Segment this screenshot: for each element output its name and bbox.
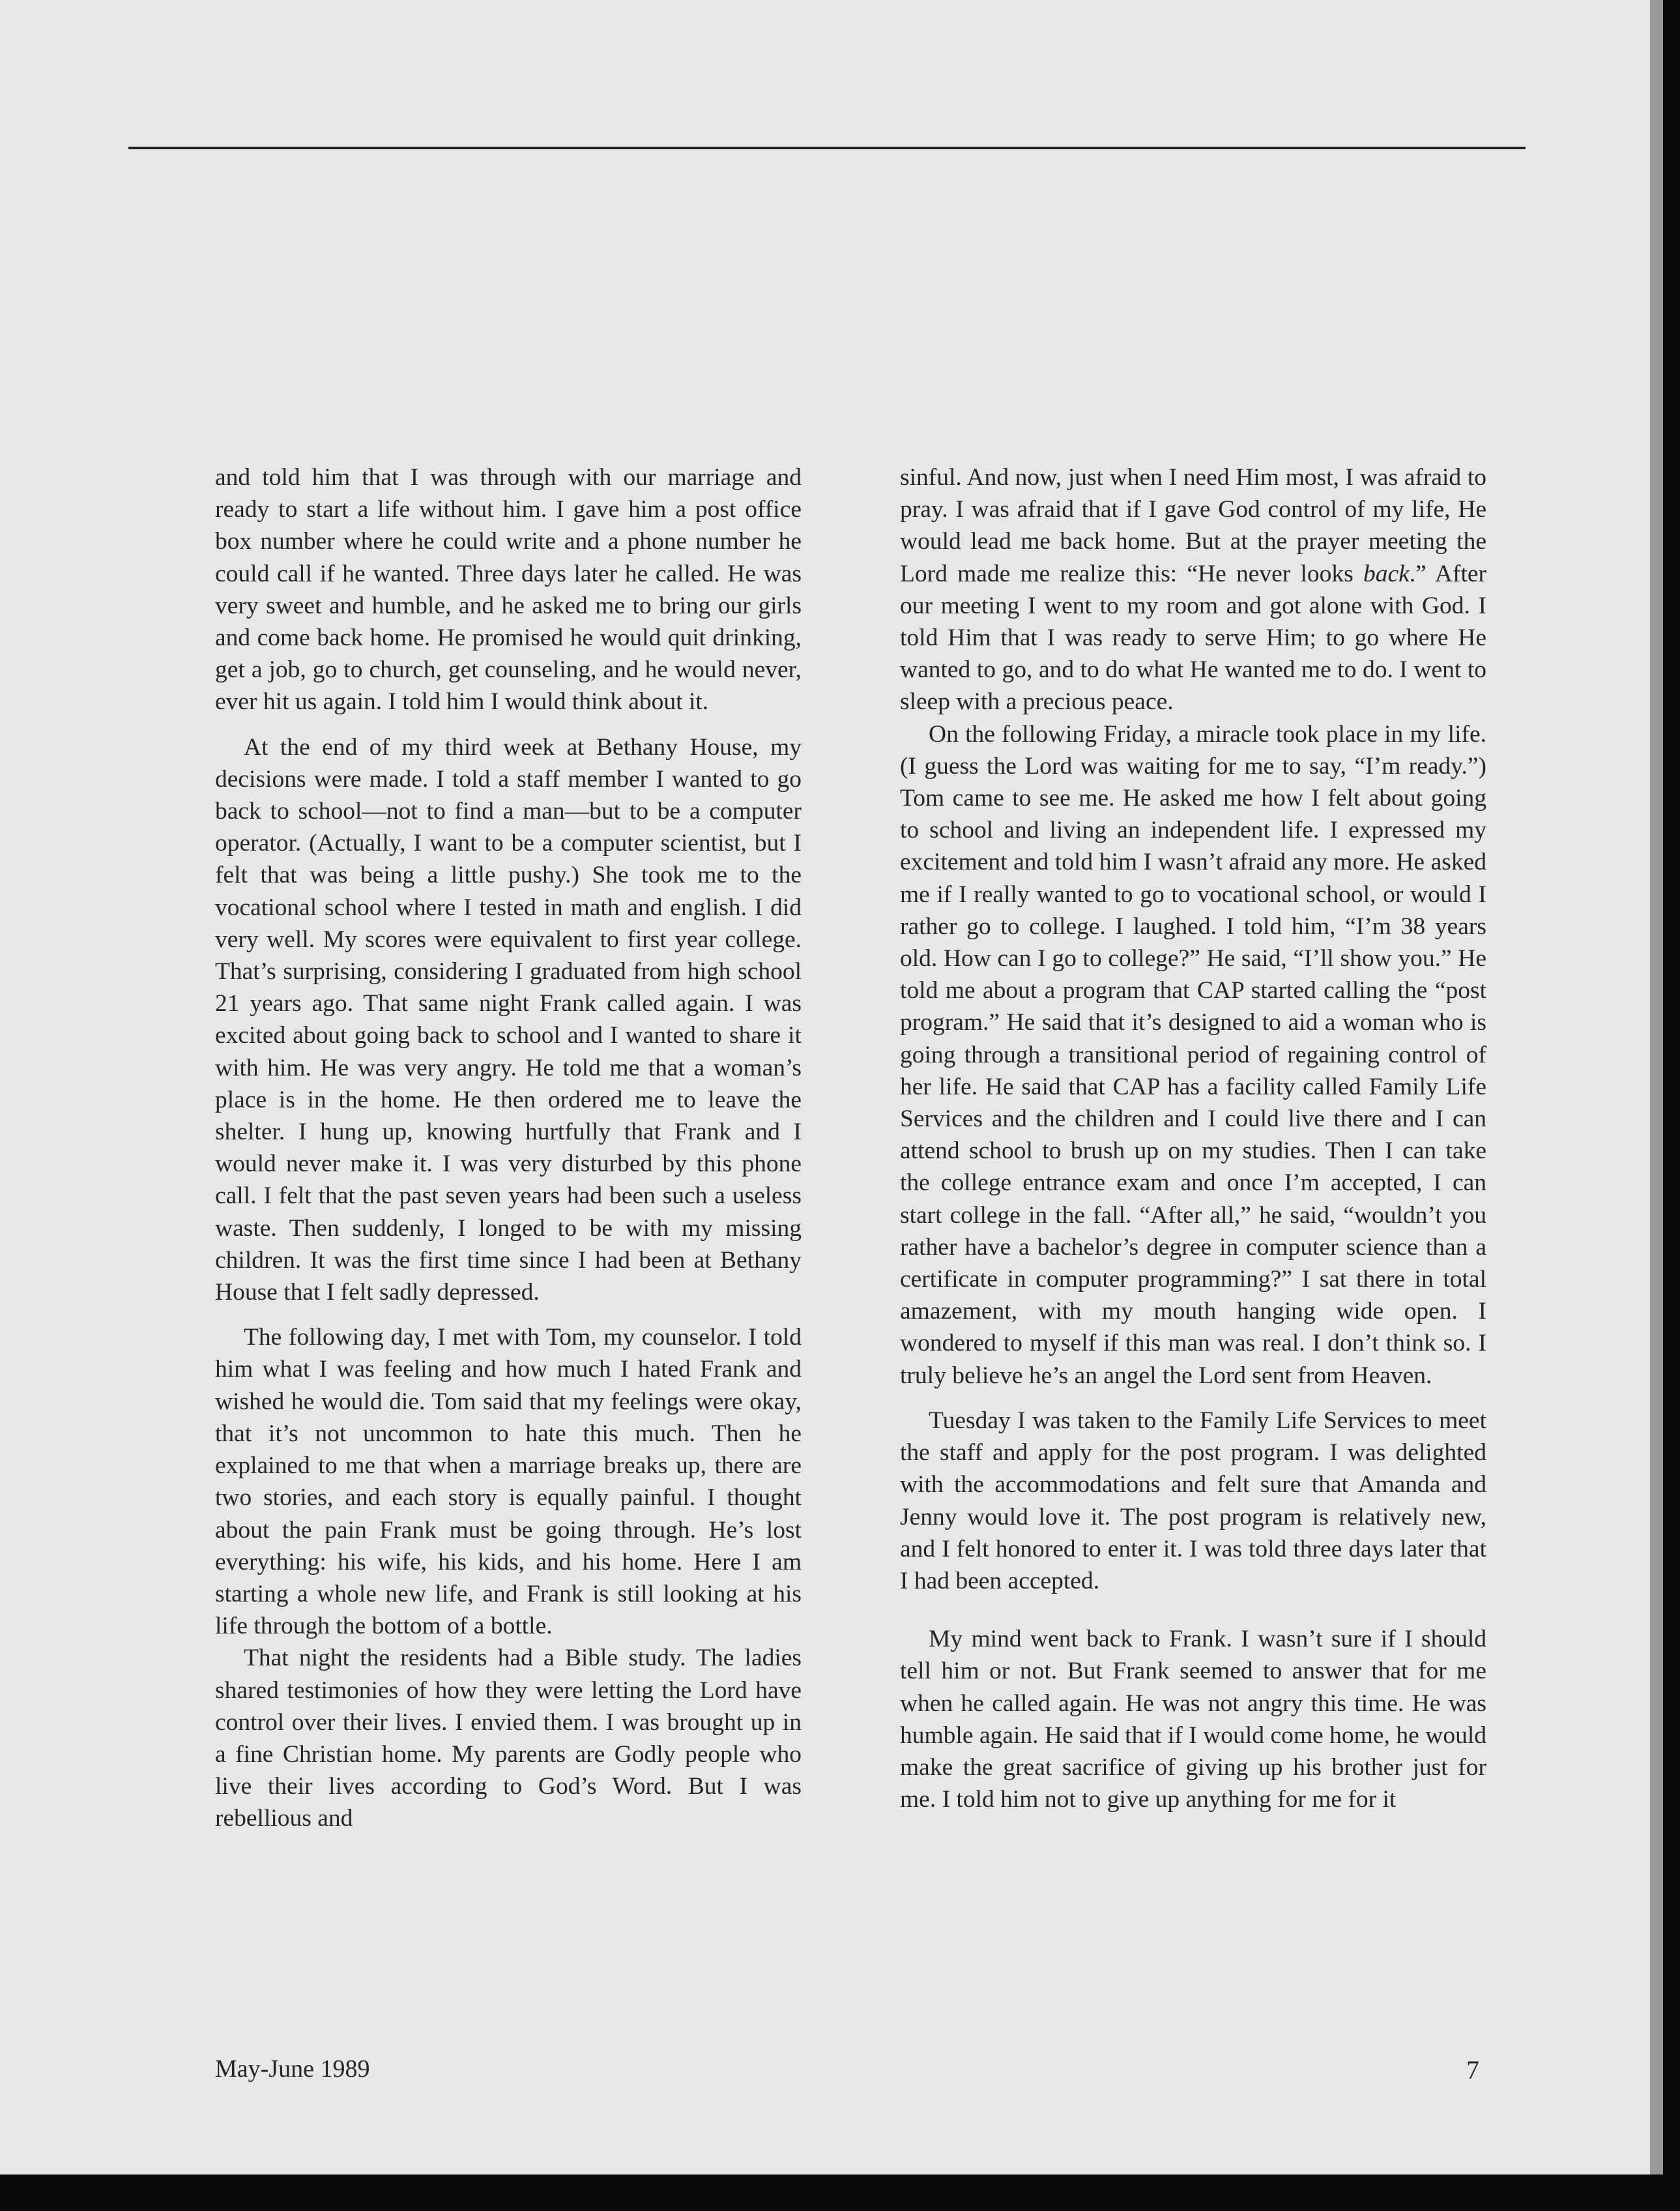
emphasized-word: back: [1363, 560, 1410, 587]
header-rule: [128, 147, 1526, 149]
right-text-column: [900, 461, 1486, 1815]
paragraph: On the following Friday, a miracle took place in my life. (I guess the Lord was waiting for me to say, “I’m ready.”) Tom came to see me. He asked me how I felt about going to school and living an independent life. I expressed my excitement and told him I wasn’t afraid any more. He asked me if I really wanted to go to vocational school, or would I rather go to college. I laughed. I told him, “I’m 38 years old. How can I go to college?” He said, “I’ll show you.” He told me about a program that CAP started calling the “post program.” He said that it’s designed to aid a woman who is going through a transitional period of regaining control of her life. He said that CAP has a facility called Family Life Services and the children and I could live there and I can attend school to brush up on my studies. Then I can take the college entrance exam and once I’m accepted, I can start college in the fall. “After all,” he said, “wouldn’t you rather have a bachelor’s degree in computer science than a certificate in computer programming?” I sat there in total amazement, with my mouth hanging wide open. I wondered to myself if this man was real. I don’t think so. I truly believe he’s an angel the Lord sent from Heaven.: [900, 720, 1486, 1389]
left-text-column: [215, 461, 802, 1835]
paragraph-text: .” After our meeting I went to my room and got alone with God. I told Him that I was ready to serve Him; to go where He wanted to go, and to do what He wanted me to do. I went to sleep with a precious peace.: [900, 560, 1487, 716]
paragraph: [900, 461, 1486, 718]
paragraph-text: sinful. And now, just when I need Him most, I was afraid to pray. I was afraid that if I gave God control of my life, He would lead me back home. But at the prayer meeting the Lord made me realize this: “He never looks: [900, 464, 1486, 587]
paragraph: At the end of my third week at Bethany House, my decisions were made. I told a staff member I wanted to go back to school—not to find a man—but to be a computer operator. (Actually, I want to be a computer scientist, but I felt that was being a little pushy.) She took me to the vocational school where I tested in math and english. I did very well. My scores were equivalent to first year college. That’s surprising, considering I graduated from high school 21 years ago. That same night Frank called again. I was excited about going back to school and I wanted to share it with him. He was very angry. He told me that a woman’s place is in the home. He then ordered me to leave the shelter. I hung up, knowing hurtfully that Frank and I would never make it. I was very disturbed by this phone call. I felt that the past seven years had been such a useless waste. Then suddenly, I longed to be with my missing children. It was the first time since I had been at Bethany House that I felt sadly depressed.: [215, 733, 802, 1306]
page-number: 7: [1466, 2055, 1479, 2085]
paragraph: Tuesday I was taken to the Family Life Services to meet the staff and apply for the post program. I was delighted with the accommodations and felt sure that Amanda and Jenny would love it. The post program is relatively new, and I felt honored to enter it. I was told three days later that I had been accepted.: [900, 1407, 1486, 1594]
paragraph: My mind went back to Frank. I wasn’t sure if I should tell him or not. But Frank seemed to answer that for me when he called again. He was not angry this time. He was humble again. He said that if I would come home, he would make the great sacrifice of giving up his brother just for me. I told him not to give up anything for me for it: [900, 1626, 1486, 1813]
paragraph: The following day, I met with Tom, my counselor. I told him what I was feeling and how much I hated Frank and wished he would die. Tom said that my feelings were okay, that it’s not uncommon to hate this much. Then he explained to me that when a marriage breaks up, there are two stories, and each story is equally painful. I thought about the pain Frank must be going through. He’s lost everything: his wife, his kids, and his home. Here I am starting a whole new life, and Frank is still looking at his life through the bottom of a bottle.: [215, 1324, 802, 1640]
page-edge: [1650, 0, 1663, 2174]
issue-date-folio: May-June 1989: [215, 2055, 370, 2083]
paragraph: and told him that I was through with our marriage and ready to start a life without him. I gave him a post office box number where he could write and a phone number he could call if he wanted. Three days later he called. He was very sweet and humble, and he asked me to bring our girls and come back home. He promised he would quit drinking, get a job, go to church, get counseling, and he would never, ever hit us again. I told him I would think about it.: [215, 464, 802, 716]
paragraph: That night the residents had a Bible study. The ladies shared testimonies of how they were letting the Lord have control over their lives. I envied them. I was brought up in a fine Christian home. My parents are Godly people who live their lives according to God’s Word. But I was rebellious and: [215, 1645, 802, 1832]
